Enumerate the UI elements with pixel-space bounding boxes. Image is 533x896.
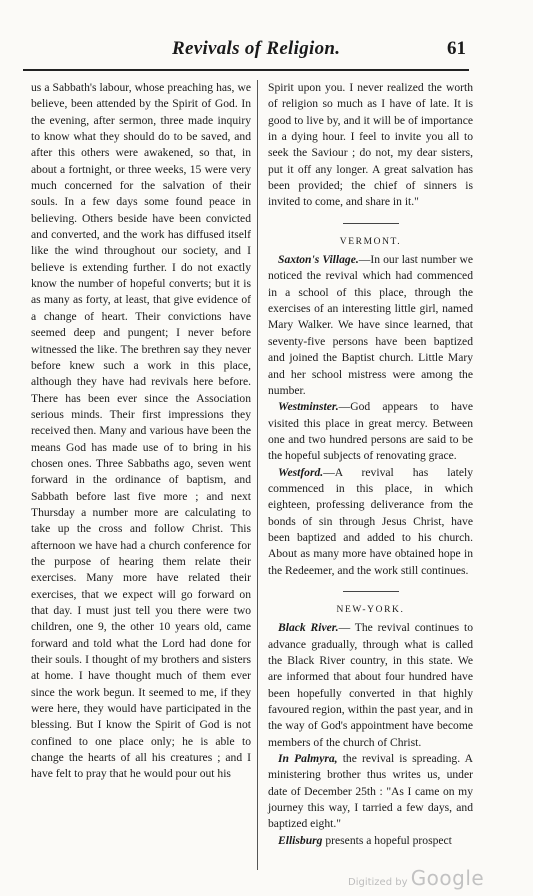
column-divider bbox=[257, 80, 258, 870]
report-text: —God appears to have visited this place in great mercy. Between one and two hundred persons are said to be the hopeful subjects of renovating grace. bbox=[268, 400, 473, 463]
header-rule bbox=[23, 69, 469, 71]
section-heading-new-york: NEW-YORK. bbox=[336, 604, 405, 615]
report-text: the revival is spreading. A ministering brother thus writes us, under date of December 25th : "As I came on my journey this way, I tarried a few days, and baptized eight." bbox=[268, 752, 473, 831]
report-item bbox=[268, 465, 473, 579]
place-name: Westford. bbox=[278, 465, 324, 479]
right-column bbox=[268, 80, 473, 849]
place-name: Black River. bbox=[278, 621, 339, 635]
report-item bbox=[268, 399, 473, 464]
report-item bbox=[268, 751, 473, 833]
place-name: In Palmyra, bbox=[278, 752, 338, 766]
digitized-watermark bbox=[348, 866, 484, 890]
digitized-label: Digitized by bbox=[348, 877, 408, 888]
page-header bbox=[0, 0, 533, 76]
report-item bbox=[268, 620, 473, 751]
place-name: Westminster. bbox=[278, 400, 339, 414]
running-title: Revivals of Religion. bbox=[172, 38, 341, 59]
report-text: —In our last number we noticed the revival which had commenced in a school of this place, through the exercises of an interesting little girl, named Mary Walker. We have since learned, that seventy-five persons have been baptized and joined the Baptist church. Little Mary and her school mistress were among the number. bbox=[268, 253, 473, 397]
report-item bbox=[268, 252, 473, 399]
page-number: 61 bbox=[447, 38, 466, 59]
report-text: — The revival continues to advance gradually, through what is called the Black River country, in this state. We are informed that about four hundred have been hopefully converted in that highly favoured region, within the past year, and in the way of God's appointment have become members of the church of Christ. bbox=[268, 621, 473, 749]
left-column bbox=[31, 80, 251, 783]
body-paragraph: us a Sabbath's labour, whose preaching has, we believe, been attended by the Spirit of God. In the evening, after sermon, three made inquiry to know what they should do to be saved, and after this others were awakened, so that, in about a fortnight, or three weeks, 15 were very much concerned for the salvation of their souls. In a few days some found peace in believing. Others beside have been convicted and converted, and the work has diffused itself like the wind throughout our society, and I believe is extending further. I do not exactly know the number of hopeful converts; but it is as many as forty, at least, that give evidence of a change of heart. Their convictions have seemed deep and pungent; I never before witnessed the like. The brethren say they never before knew such a work in this place, although they have had revivals here before. There has been ever since the Association serious minds. Their first impressions they received then. Many and various have been the means God has made use of to bring in his chosen ones. Three Sabbaths ago, seven went forward in the ordinance of baptism, and Sabbath before last five more ; and next Thursday a number more are calculating to take up the cross and follow Christ. This afternoon we have had a church conference for the purpose of hearing them relate their exercises. Many more have related their exercises, that we expect will go forward on that day. I must just tell you there were two children, one 9, the other 10 years old, came forward and told what the Lord had done for their souls. I thought of my brothers and sisters at home. I have thought much of them ever since the work begun. It seemed to me, if they were here, they would have participated in the blessing. But I know the Spirit of God is not confined to one place only; he is able to change the hearts of all his creatures ; and I have felt to pray that he would pour out his bbox=[31, 81, 251, 781]
place-name: Ellisburg bbox=[278, 833, 323, 847]
report-text: presents a hopeful prospect bbox=[322, 833, 452, 847]
place-name: Saxton's Village. bbox=[278, 253, 359, 267]
report-item bbox=[268, 833, 473, 849]
section-heading-vermont: VERMONT. bbox=[339, 236, 402, 247]
report-text: —A revival has lately commenced in this place, in which eighteen, professing deliverance from the bonds of sin through Jesus Christ, have been baptized and added to his church. About as many more have obtained hope in the Redeemer, and the work still continues. bbox=[268, 465, 473, 577]
section-divider bbox=[343, 591, 399, 592]
section-divider bbox=[343, 223, 399, 224]
google-logo: Google bbox=[410, 866, 485, 890]
continuation-paragraph: Spirit upon you. I never realized the worth of religion so much as I have of late. It is good to live by, and it will be of importance in a dying hour. I feel to invite you all to seek the Saviour ; do not, my dear sisters, put it off any longer. A great salvation has been provided; the chief of sinners is invited to come, and share in it." bbox=[268, 81, 473, 209]
